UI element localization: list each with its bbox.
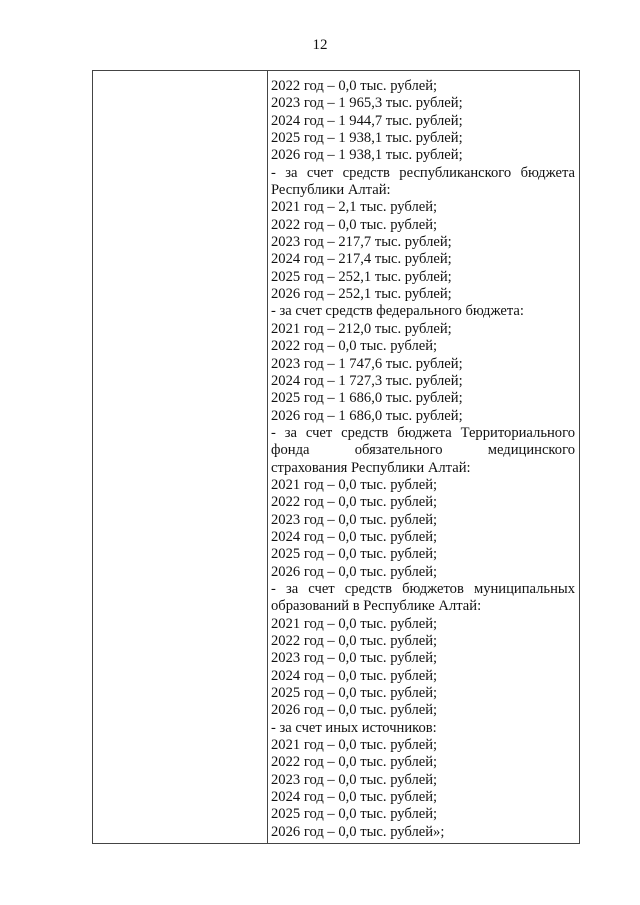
text-line: 2026 год – 0,0 тыс. рублей; [271, 702, 438, 719]
text-line: 2021 год – 0,0 тыс. рублей; [271, 615, 438, 632]
text-line: 2022 год – 0,0 тыс. рублей; [271, 216, 438, 233]
text-line: Республики Алтай: [271, 182, 391, 199]
text-line: 2023 год – 217,7 тыс. рублей; [271, 234, 452, 251]
text-line: 2022 год – 0,0 тыс. рублей; [271, 494, 438, 511]
table-left-cell [93, 71, 268, 843]
text-line: 2026 год – 252,1 тыс. рублей; [271, 286, 452, 303]
text-line: 2024 год – 1 727,3 тыс. рублей; [271, 372, 463, 389]
text-line: 2023 год – 1 747,6 тыс. рублей; [271, 355, 463, 372]
text-line: 2021 год – 2,1 тыс. рублей; [271, 199, 438, 216]
text-line: 2024 год – 0,0 тыс. рублей; [271, 667, 438, 684]
text-line: 2022 год – 0,0 тыс. рублей; [271, 633, 438, 649]
text-line: 2025 год – 1 686,0 тыс. рублей; [271, 390, 463, 407]
text-line: 2023 год – 1 965,3 тыс. рублей; [271, 95, 463, 112]
text-line: 2024 год – 1 944,7 тыс. рублей; [271, 112, 463, 129]
text-line: 2022 год – 0,0 тыс. рублей; [271, 78, 438, 94]
text-line: - за счет средств федерального бюджета: [271, 303, 524, 320]
text-line: 2022 год – 0,0 тыс. рублей; [271, 338, 438, 355]
text-line: 2025 год – 0,0 тыс. рублей; [271, 685, 438, 702]
text-line: 2024 год – 0,0 тыс. рублей; [271, 528, 438, 545]
text-line: фонда обязательного медицинского [271, 442, 575, 459]
text-line: 2022 год – 0,0 тыс. рублей; [271, 754, 438, 771]
text-line: 2021 год – 0,0 тыс. рублей; [271, 737, 438, 754]
page-number: 12 [312, 37, 328, 53]
document-table [92, 70, 580, 844]
text-line: 2026 год – 0,0 тыс. рублей; [271, 563, 438, 580]
text-line: 2024 год – 217,4 тыс. рублей; [271, 251, 452, 268]
text-line: 2024 год – 0,0 тыс. рублей; [271, 789, 438, 806]
text-line: 2026 год – 0,0 тыс. рублей»; [271, 823, 445, 840]
text-line: 2026 год – 1 686,0 тыс. рублей; [271, 407, 463, 424]
table-right-cell [268, 71, 579, 843]
text-line: 2023 год – 0,0 тыс. рублей; [271, 771, 438, 788]
text-line: 2025 год – 252,1 тыс. рублей; [271, 268, 452, 285]
text-line: 2021 год – 212,0 тыс. рублей; [271, 320, 452, 337]
text-line: 2026 год – 1 938,1 тыс. рублей; [271, 147, 463, 164]
text-line: - за счет иных источников: [271, 719, 437, 736]
text-line: 2021 год – 0,0 тыс. рублей; [271, 476, 438, 493]
text-line: страхования Республики Алтай: [271, 459, 471, 476]
text-line: 2023 год – 0,0 тыс. рублей; [271, 511, 438, 528]
text-line: - за счет средств республиканского бюджета [271, 164, 575, 181]
text-line: - за счет средств бюджета Территориального [271, 424, 575, 441]
text-line: образований в Республике Алтай: [271, 598, 482, 615]
text-line: 2025 год – 0,0 тыс. рублей; [271, 546, 438, 563]
text-line: - за счет средств бюджетов муниципальных [271, 580, 575, 597]
text-line: 2025 год – 0,0 тыс. рублей; [271, 806, 438, 823]
text-line: 2023 год – 0,0 тыс. рублей; [271, 650, 438, 667]
text-line: 2025 год – 1 938,1 тыс. рублей; [271, 130, 463, 147]
